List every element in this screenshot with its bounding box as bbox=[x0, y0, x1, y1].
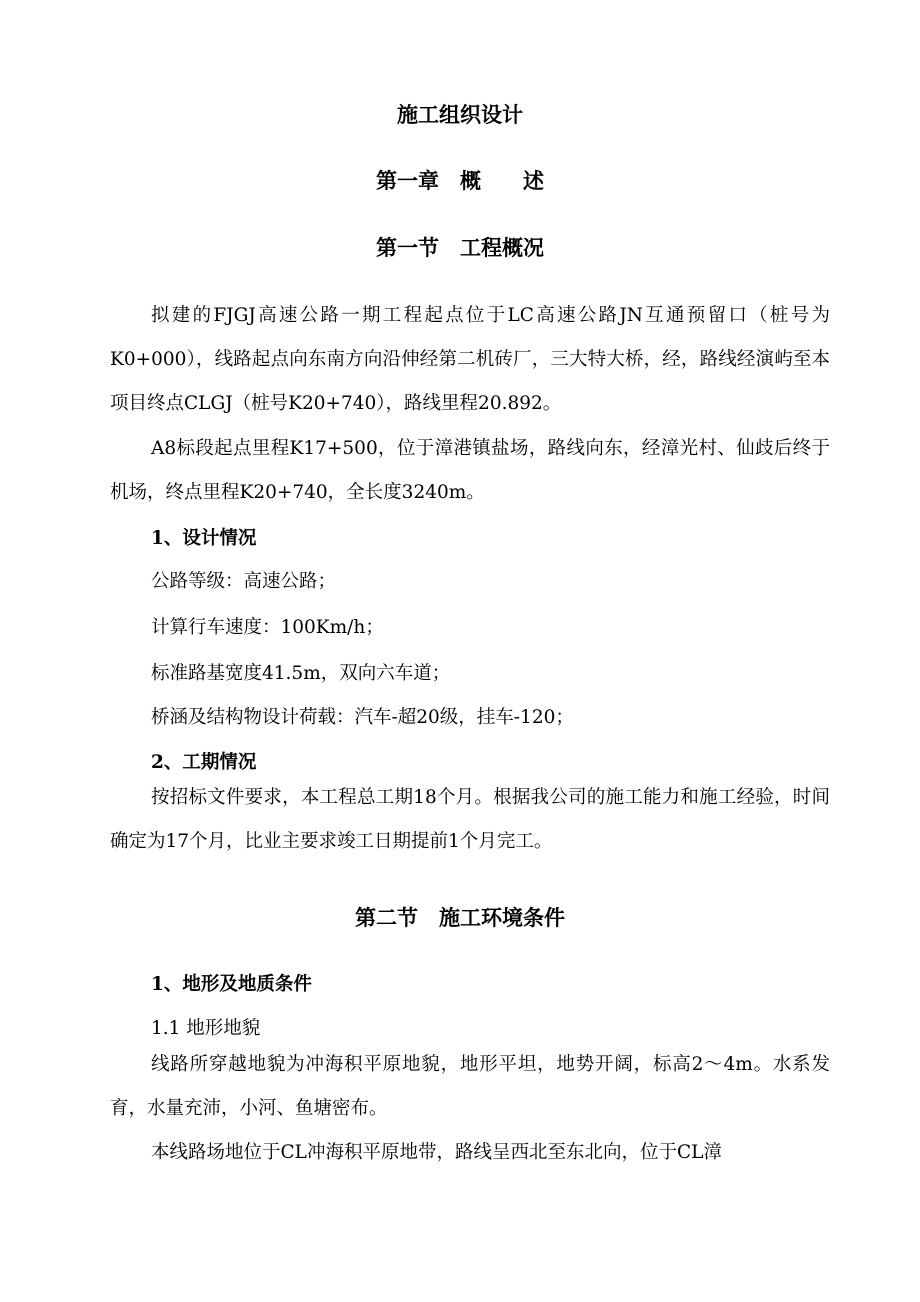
section-title-environment: 第二节 施工环境条件 bbox=[355, 905, 565, 930]
design-item-load: 桥涵及结构物设计荷载：汽车-超20级，挂车-120； bbox=[151, 707, 574, 728]
terrain-subheading: 1.1 地形地貌 bbox=[151, 1018, 261, 1039]
terrain-paragraph: 线路所穿越地貌为冲海积平原地貌，地形平坦，地势开阔，标高2～4m。水系发育，水量充沛，小河、鱼塘密布。 bbox=[110, 1054, 830, 1119]
design-item-width: 标准路基宽度41.5m，双向六车道； bbox=[151, 663, 451, 684]
design-item-grade: 公路等级：高速公路； bbox=[151, 571, 337, 592]
overview-paragraph-route: 拟建的FJGJ高速公路一期工程起点位于LC高速公路JN互通预留口（桩号为K0+000），线路起点向东南方向沿伸经第二机砖厂，三大特大桥，经，路线经演屿至本项目终点CLGJ（桩号K20+740），路线里程20.892。 bbox=[110, 305, 830, 414]
design-item-speed: 计算行车速度：100Km/h； bbox=[151, 617, 384, 638]
overview-paragraph-section-a8: A8标段起点里程K17+500，位于漳港镇盐场，路线向东，经漳光村、仙歧后终于机场，终点里程K20+740，全长度3240m。 bbox=[110, 438, 830, 503]
document-title: 施工组织设计 bbox=[397, 102, 523, 127]
terrain-heading: 1、地形及地质条件 bbox=[151, 974, 312, 995]
section-title-overview: 第一节 工程概况 bbox=[376, 235, 544, 260]
design-heading: 1、设计情况 bbox=[151, 528, 257, 549]
site-paragraph: 本线路场地位于CL冲海积平原地带，路线呈西北至东北向，位于CL漳 bbox=[151, 1142, 722, 1163]
schedule-heading: 2、工期情况 bbox=[151, 752, 257, 773]
chapter-title: 第一章 概 述 bbox=[376, 168, 544, 193]
schedule-paragraph: 按招标文件要求，本工程总工期18个月。根据我公司的施工能力和施工经验，时间确定为17个月，比业主要求竣工日期提前1个月完工。 bbox=[110, 787, 830, 852]
